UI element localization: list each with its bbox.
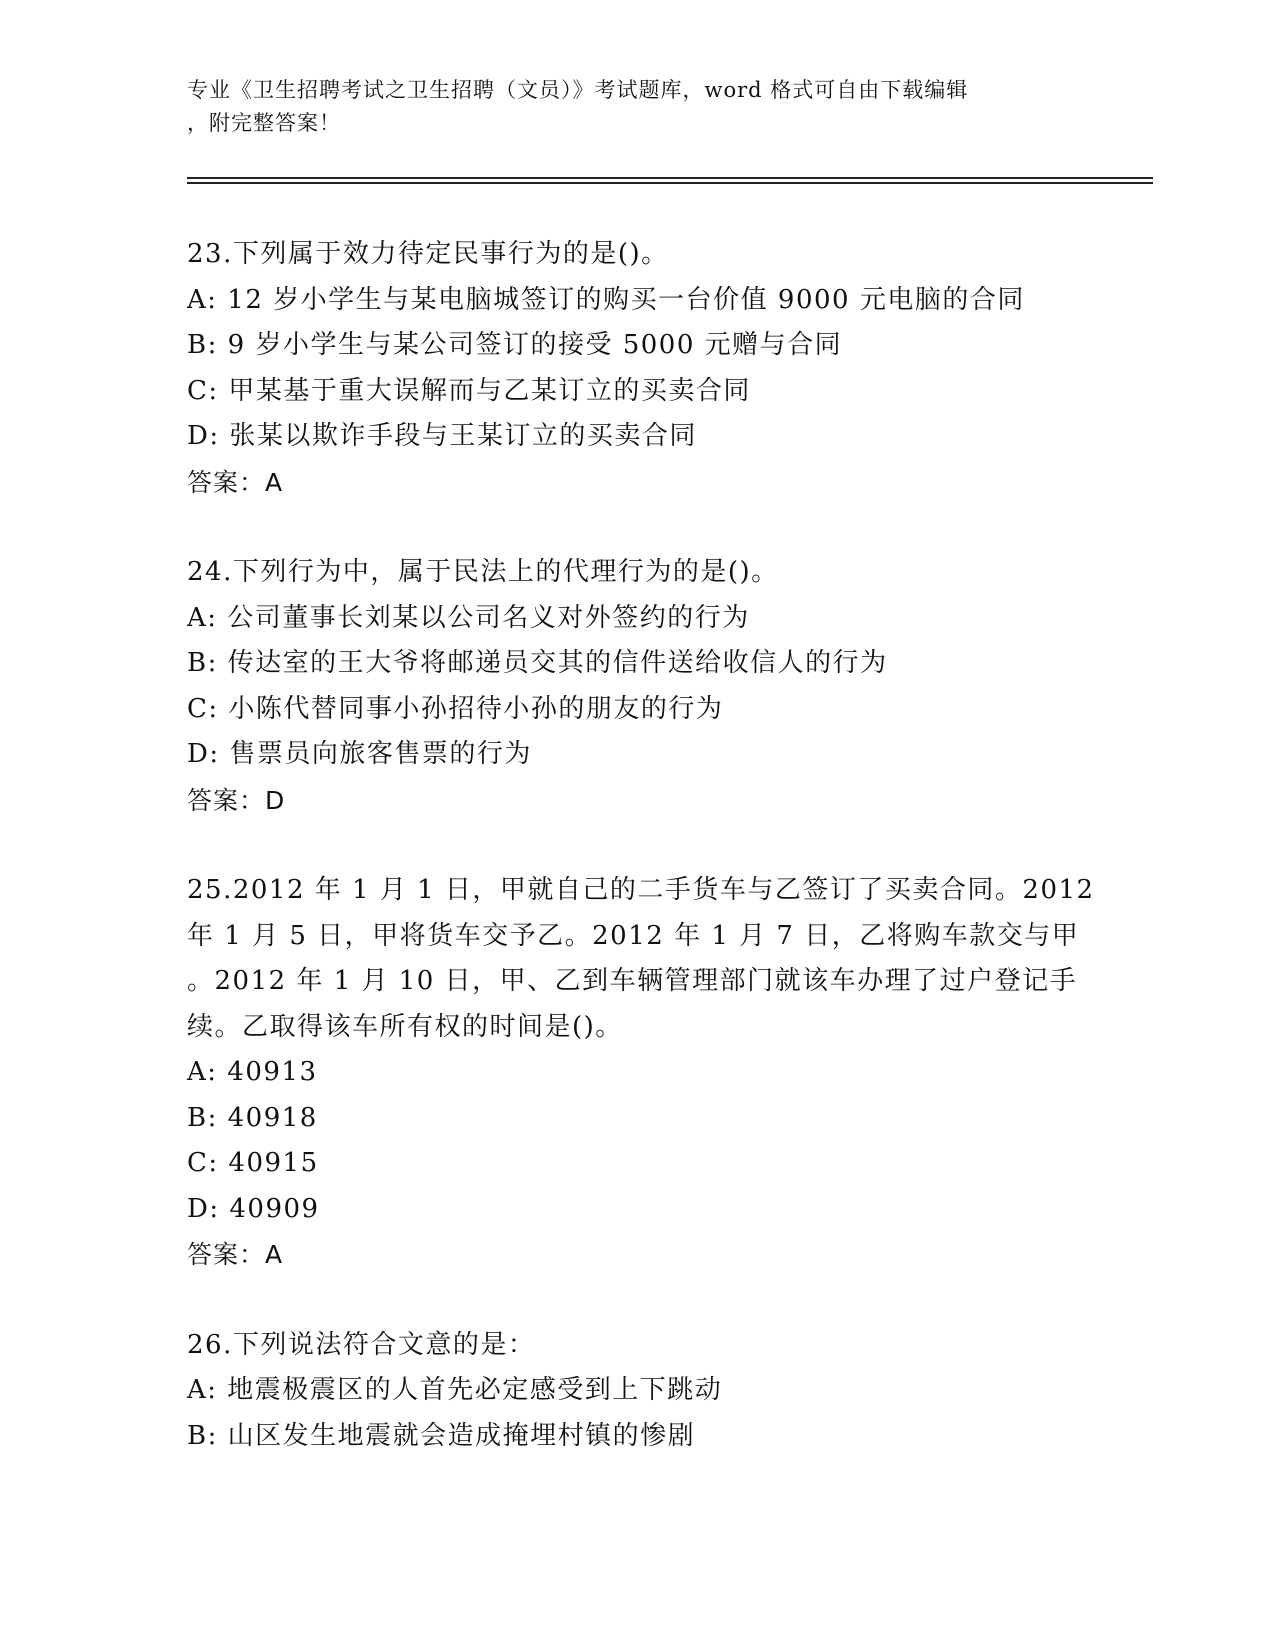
- question-stem-line-3: 。2012 年 1 月 10 日，甲、乙到车辆管理部门就该车办理了过户登记手: [187, 966, 1078, 996]
- option-d: D: 售票员向旅客售票的行为: [187, 739, 532, 769]
- question-26: [187, 1323, 1087, 1460]
- question-23: [187, 232, 1087, 505]
- option-d: D: 张某以欺诈手段与王某订立的买卖合同: [187, 421, 697, 451]
- option-c: C: 小陈代替同事小孙招待小孙的朋友的行为: [187, 693, 724, 724]
- question-list: [187, 232, 1095, 1504]
- option-b: B: 传达室的王大爷将邮递员交其的信件送给收信人的行为: [187, 648, 888, 678]
- option-a: A: 40913: [187, 1057, 318, 1087]
- option-a: A: 12 岁小学生与某电脑城签订的购买一台价值 9000 元电脑的合同: [187, 284, 1025, 315]
- option-b: B: 9 岁小学生与某公司签订的接受 5000 元赠与合同: [187, 330, 843, 360]
- answer: 答案：A: [187, 1240, 284, 1269]
- option-a: A: 公司董事长刘某以公司名义对外签约的行为: [187, 602, 750, 633]
- question-stem-line-4: 续。乙取得该车所有权的时间是()。: [187, 1011, 623, 1042]
- answer: 答案：A: [187, 467, 284, 497]
- header-line-2: ，附完整答案！: [187, 111, 341, 135]
- question-stem: 24.下列行为中，属于民法上的代理行为的是()。: [187, 557, 779, 587]
- answer: 答案：D: [187, 785, 286, 815]
- question-stem-line-2: 年 1 月 5 日，甲将货车交予乙。2012 年 1 月 7 日，乙将购车款交与甲: [187, 920, 1080, 951]
- option-c: C: 甲某基于重大误解而与乙某订立的买卖合同: [187, 375, 751, 406]
- option-a: A: 地震极震区的人首先必定感受到上下跳动: [187, 1375, 723, 1405]
- option-c: C: 40915: [187, 1148, 319, 1178]
- question-stem-line-1: 25.2012 年 1 月 1 日，甲就自己的二手货车与乙签订了买卖合同。2012: [187, 875, 1095, 905]
- question-25: [187, 868, 1095, 1278]
- question-stem: 23.下列属于效力待定民事行为的是()。: [187, 239, 669, 269]
- header-line-1: 专业《卫生招聘考试之卫生招聘（文员）》考试题库，word 格式可自由下载编辑: [187, 78, 969, 102]
- option-b: B: 40918: [187, 1102, 318, 1133]
- question-stem: 26.下列说法符合文意的是：: [187, 1329, 536, 1360]
- question-24: [187, 550, 1087, 823]
- document-header: [187, 74, 1067, 140]
- header-rule-top: [187, 177, 1153, 179]
- option-b: B: 山区发生地震就会造成掩埋村镇的惨剧: [187, 1420, 696, 1451]
- header-rule-bottom: [187, 182, 1153, 184]
- option-d: D: 40909: [187, 1193, 320, 1224]
